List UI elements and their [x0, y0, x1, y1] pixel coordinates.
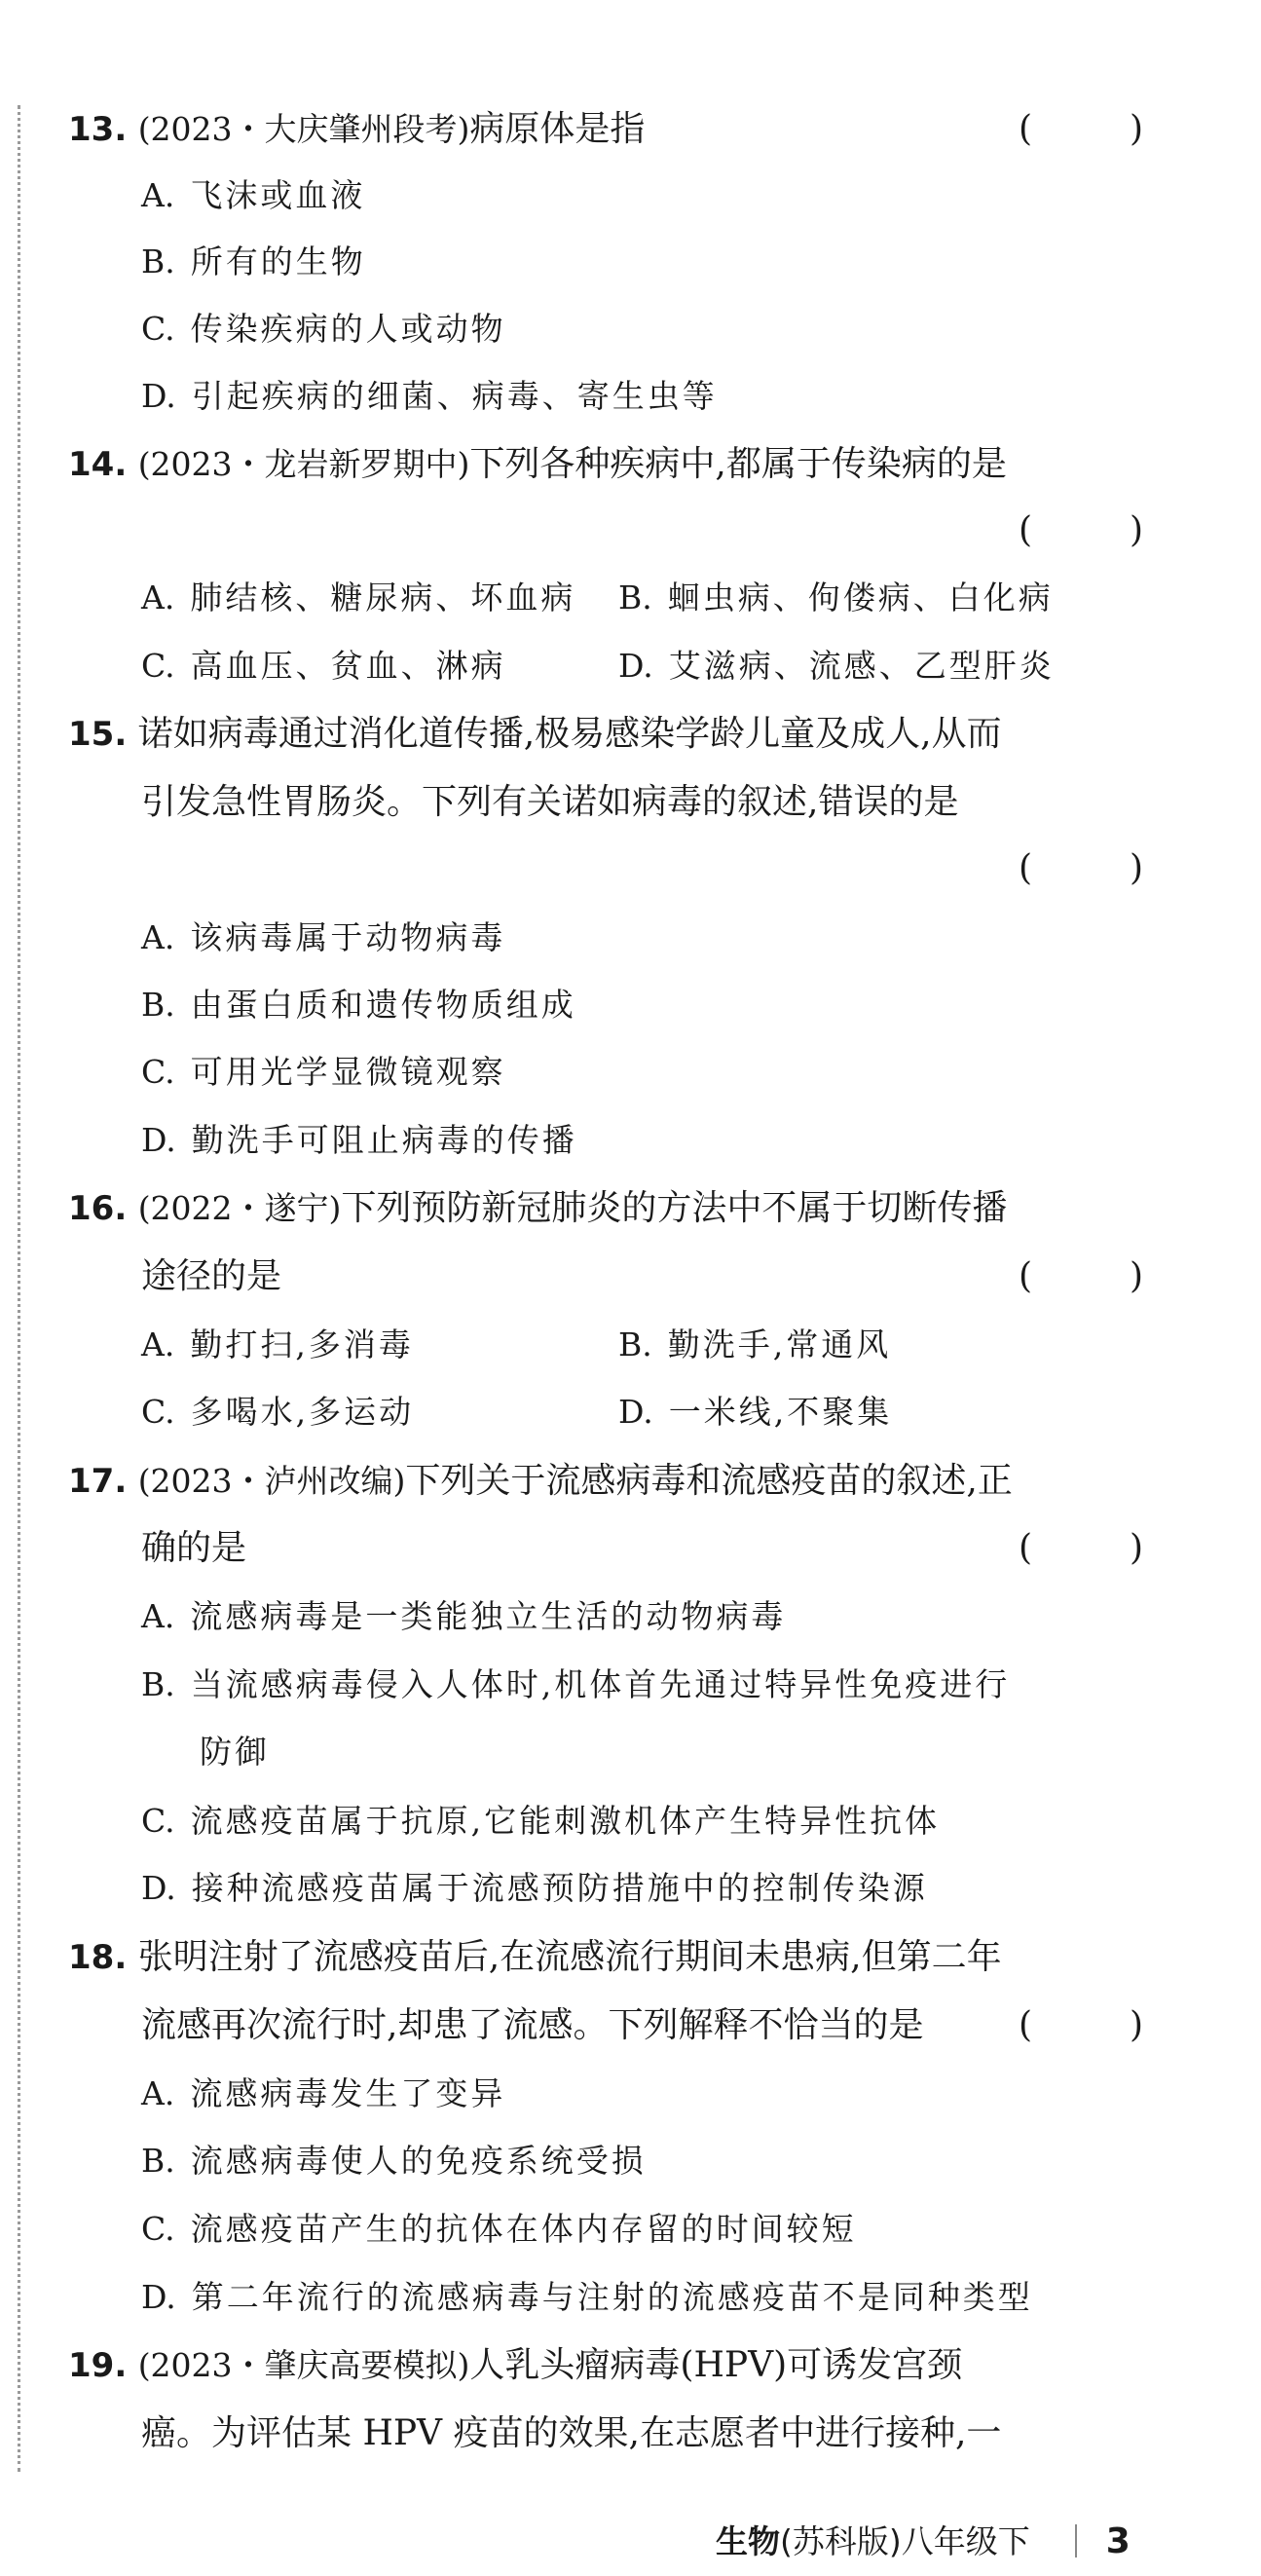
- stem-text: 下列预防新冠肺炎的方法中不属于切断传播: [341, 1188, 1008, 1228]
- option-a: A. 肺结核、糖尿病、坏血病: [141, 579, 576, 616]
- option-b: B. 当流感病毒侵入人体时,机体首先通过特异性免疫进行: [141, 1665, 1011, 1703]
- workbook-page: 13. (2023・大庆肇州段考)病原体是指 ( ) A. 飞沫或血液 B. 所有的生物 C. 传染疾病的人或动物 D. 引起疾病的细菌、病毒、寄生虫等 14. (2023・龙岩新罗期中)下列各种疾病中,都属于传染病的是 ( ) A. 肺结核、糖尿病、坏血病 B. 蛔虫病、佝偻病、白化病 C. 高血压、贫血、淋病 D. 艾滋病、流感、乙型肝炎 15. 诺如病毒通过消化道传播,极易感染学龄儿童及成人,从而 引发急性胃肠炎。下列有关诺如病毒的叙述,错误的是 ( ) A. 该病毒属于动物病毒 B. 由蛋白质和遗传物质组成 C. 可用光学显微镜观察 D. 勤洗手可阻止病毒的传播 16. (2022・遂宁)下列预防新冠肺炎的方法中不属于切断传播 途径的是 ( ) A. 勤打扫,多消毒 B. 勤洗手,常通风 C. 多喝水,多运动 D. 一米线,不聚集 17. (2023・泸州改编)下列关于流感病毒和流感疫苗的叙述,正 确的是 ( ) A. 流感病毒是一类能独立生活的动物病毒 B. 当流感病毒侵入人体时,机体首先通过特异性免疫进行 防御 C. 流感疫苗属于抗原,它能刺激机体产生特异性抗体 D. 接种流感疫苗属于流感预防措施中的控制传染源 18. 张明注射了流感疫苗后,在流感流行期间未患病,但第二年 流感再次流行时,却患了流感。下列解释不恰当的是 ( ) A. 流感病毒发生了变异 B. 流感病毒使人的免疫系统受损 C. 流感疫苗产生的抗体在体内存留的时间较短 D. 第二年流行的流感病毒与注射的流感疫苗不是同种类型 19. (2023・肇庆高要模拟)人乳头瘤病毒(HPV)可诱发宫颈 癌。为评估某 HPV 疫苗的效果,在志愿者中进行接种,一 生物(苏科版)八年级下 3: [0, 0, 1261, 2576]
- option-b: B. 蛔虫病、佝偻病、白化病: [618, 579, 1054, 616]
- question-19-stem: [68, 2341, 962, 2390]
- stem-text: 人乳头瘤病毒(HPV)可诱发宫颈: [469, 2345, 963, 2385]
- option-c: C. 高血压、贫血、淋病: [141, 647, 506, 685]
- question-17-stem-line-2: 确的是: [141, 1528, 247, 1568]
- question-number: 17.: [68, 1462, 128, 1501]
- question-15-stem-line-2: 引发急性胃肠炎。下列有关诺如病毒的叙述,错误的是: [141, 782, 959, 822]
- question-16-stem: [68, 1184, 1007, 1233]
- footer-divider: [1075, 2524, 1077, 2557]
- option-a: A. 流感病毒是一类能独立生活的动物病毒: [141, 1597, 787, 1635]
- question-18-stem: [68, 1933, 1002, 1982]
- question-17-stem: [68, 1457, 1013, 1506]
- option-c: C. 流感疫苗产生的抗体在体内存留的时间较短: [141, 2210, 857, 2248]
- footer-edition: (苏科版): [780, 2522, 902, 2560]
- question-number: 16.: [68, 1189, 128, 1228]
- option-c: C. 传染疾病的人或动物: [141, 310, 506, 348]
- stem-text: 下列关于流感病毒和流感疫苗的叙述,正: [405, 1461, 1013, 1501]
- question-source: (2023・大庆肇州段考): [137, 110, 470, 148]
- page-number: 3: [1105, 2521, 1131, 2561]
- stem-text: 诺如病毒通过消化道传播,极易感染学龄儿童及成人,从而: [137, 714, 1002, 754]
- question-source: (2022・遂宁): [137, 1189, 342, 1227]
- question-14-stem: [68, 440, 1007, 489]
- question-13-stem: [68, 105, 645, 154]
- question-source: (2023・龙岩新罗期中): [137, 445, 470, 483]
- question-number: 15.: [68, 715, 128, 754]
- page-footer: [716, 2520, 1131, 2563]
- option-a: A. 流感病毒发生了变异: [141, 2074, 506, 2112]
- option-d: D. 勤洗手可阻止病毒的传播: [141, 1121, 577, 1159]
- option-c: C. 多喝水,多运动: [141, 1393, 415, 1431]
- footer-grade: 八年级下: [901, 2522, 1030, 2560]
- binding-margin-line: [18, 105, 20, 2472]
- option-b: B. 流感病毒使人的免疫系统受损: [141, 2142, 647, 2180]
- question-16-stem-line-2: 途径的是: [141, 1256, 282, 1296]
- question-15-stem: [68, 710, 1002, 759]
- question-number: 13.: [68, 110, 128, 149]
- option-a: A. 飞沫或血液: [141, 176, 366, 214]
- option-b-continued: 防御: [200, 1733, 270, 1771]
- question-19-stem-line-2: 癌。为评估某 HPV 疫苗的效果,在志愿者中进行接种,一: [141, 2413, 1002, 2453]
- question-number: 14.: [68, 445, 128, 484]
- option-b: B. 所有的生物: [141, 243, 366, 280]
- stem-text: 下列各种疾病中,都属于传染病的是: [469, 444, 1007, 484]
- option-d: D. 艾滋病、流感、乙型肝炎: [618, 647, 1055, 685]
- option-d: D. 第二年流行的流感病毒与注射的流感疫苗不是同种类型: [141, 2278, 1033, 2316]
- option-a: A. 勤打扫,多消毒: [141, 1325, 414, 1363]
- option-d: D. 接种流感疫苗属于流感预防措施中的控制传染源: [141, 1869, 928, 1907]
- question-18-stem-line-2: 流感再次流行时,却患了流感。下列解释不恰当的是: [141, 2005, 924, 2045]
- option-b: B. 由蛋白质和遗传物质组成: [141, 986, 576, 1024]
- option-a: A. 该病毒属于动物病毒: [141, 918, 506, 956]
- option-c: C. 流感疫苗属于抗原,它能刺激机体产生特异性抗体: [141, 1802, 941, 1840]
- stem-text: 病原体是指: [469, 109, 646, 149]
- question-source: (2023・泸州改编): [137, 1462, 406, 1500]
- option-b: B. 勤洗手,常通风: [618, 1325, 892, 1363]
- footer-subject: 生物: [716, 2522, 780, 2560]
- question-number: 19.: [68, 2346, 128, 2385]
- stem-text: 张明注射了流感疫苗后,在流感流行期间未患病,但第二年: [137, 1937, 1002, 1977]
- question-number: 18.: [68, 1938, 128, 1977]
- option-d: D. 一米线,不聚集: [618, 1393, 893, 1431]
- option-c: C. 可用光学显微镜观察: [141, 1053, 506, 1091]
- option-d: D. 引起疾病的细菌、病毒、寄生虫等: [141, 377, 718, 415]
- question-source: (2023・肇庆高要模拟): [137, 2346, 470, 2384]
